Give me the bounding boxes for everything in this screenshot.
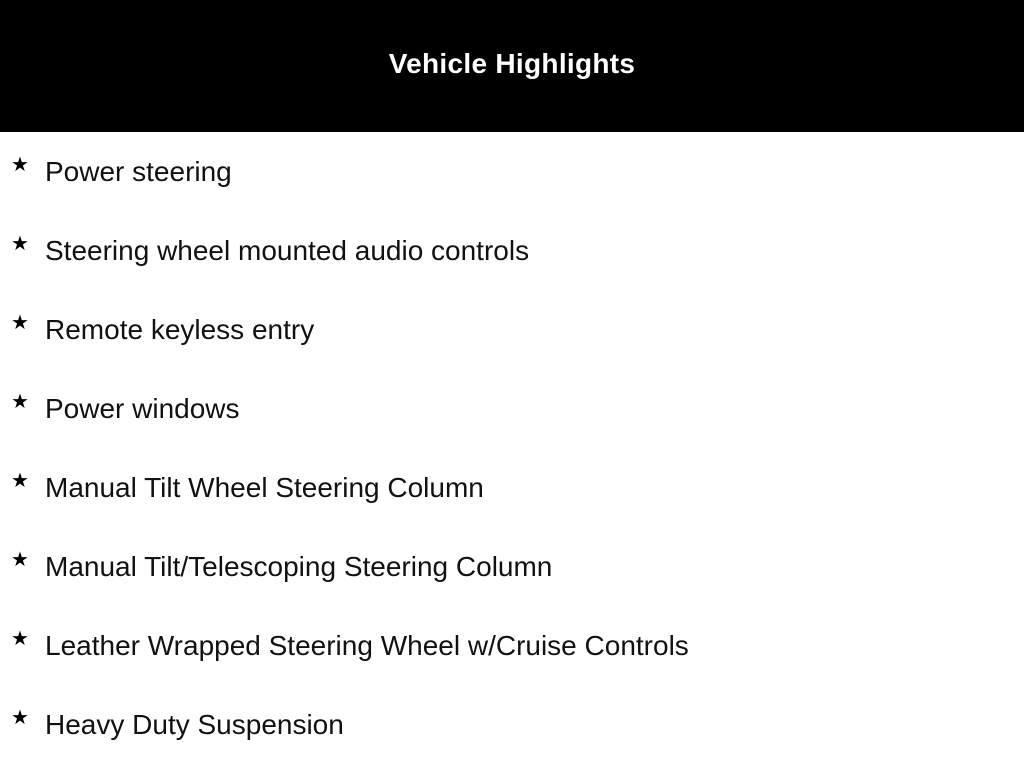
star-icon: ★ [11,626,29,650]
highlight-label: Power steering [45,156,232,187]
highlight-label: Manual Tilt/Telescoping Steering Column [45,551,553,582]
list-item [0,606,1024,685]
list-item [0,290,1024,369]
highlights-list [0,132,1024,764]
list-item [0,369,1024,448]
star-icon: ★ [11,152,29,176]
list-item [0,527,1024,606]
star-icon: ★ [11,310,29,334]
star-icon: ★ [11,231,29,255]
highlight-label: Manual Tilt Wheel Steering Column [45,472,484,503]
highlight-label: Power windows [45,393,240,424]
list-item [0,211,1024,290]
page-title: Vehicle Highlights [388,48,636,79]
highlight-label: Leather Wrapped Steering Wheel w/Cruise Controls [45,630,689,661]
highlight-label: Steering wheel mounted audio controls [45,235,530,266]
list-item [0,685,1024,764]
list-item [0,448,1024,527]
list-item [0,132,1024,211]
star-icon: ★ [11,547,29,571]
highlight-label: Heavy Duty Suspension [45,709,344,740]
highlight-label: Remote keyless entry [45,314,315,345]
header-bar [0,0,1024,132]
star-icon: ★ [11,468,29,492]
star-icon: ★ [11,705,29,729]
star-icon: ★ [11,389,29,413]
